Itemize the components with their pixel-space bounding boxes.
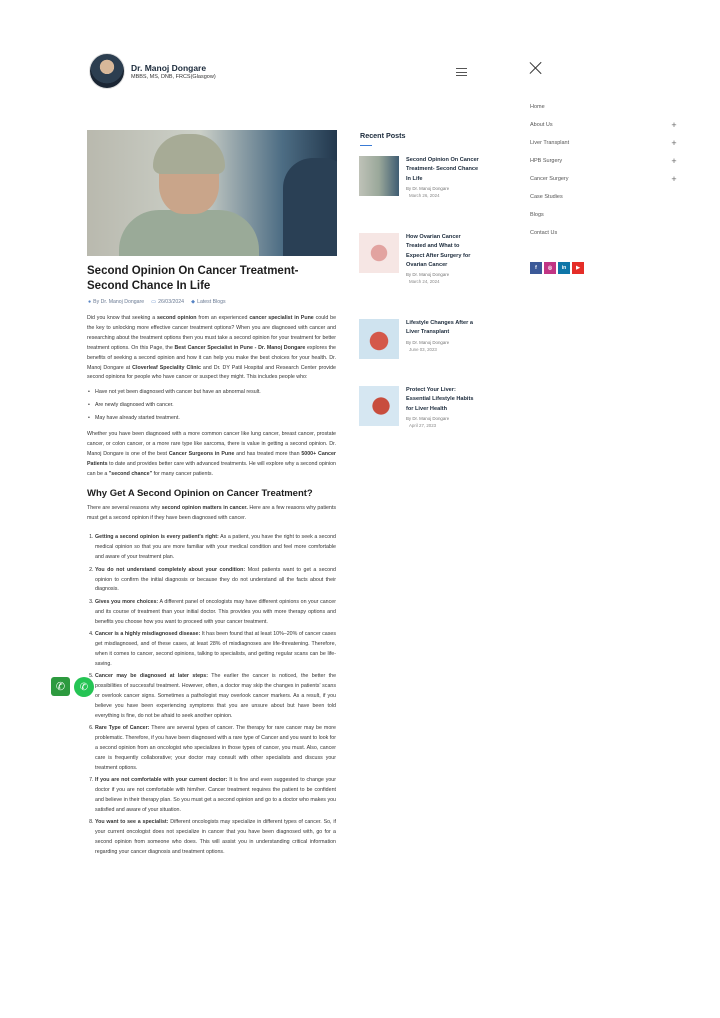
bullet-list — [87, 388, 336, 424]
recent-post-author: By Dr. Manoj Dongare — [406, 339, 450, 345]
menu-item-hpb-surgery[interactable] — [530, 152, 678, 170]
phone-icon[interactable]: ✆ — [51, 677, 70, 696]
side-menu — [530, 98, 678, 242]
menu-item-label: HPB Surgery — [530, 158, 563, 164]
recent-post-date: June 03, 2023 — [409, 346, 437, 352]
body-paragraph: There are several reasons why second opinion matters in cancer. Here are a few reasons why patients must get a second opinion if they have been diagnosed with cancer. — [87, 504, 336, 521]
recent-post-date: March 24, 2024 — [409, 279, 440, 285]
post-title: Second Opinion On Cancer Treatment- Second Chance In Life — [87, 265, 299, 292]
recent-post-item[interactable] — [359, 156, 479, 200]
facebook-icon[interactable]: f — [530, 262, 542, 274]
recent-post-date: April 27, 2023 — [409, 422, 437, 428]
calendar-icon: ▭ — [151, 299, 157, 305]
whatsapp-icon[interactable]: ✆ — [74, 677, 94, 697]
menu-item-label: Blogs — [530, 212, 544, 218]
list-item: 8. You want to see a specialist: Different oncologists may specialize in different types of cancer. So, if your current oncologist does not specialize in cancer that you have been diagnosed with, go for a second opinion from someone who does. This will assist you in understanding critical information regarding your cancer diagnosis and treatment options. — [95, 818, 336, 858]
expand-icon[interactable]: + — [671, 156, 677, 166]
expand-icon[interactable]: + — [671, 174, 677, 184]
menu-item-label: Cancer Surgery — [530, 176, 569, 182]
list-item: • Are newly diagnosed with cancer. — [87, 401, 336, 411]
recent-post-author: By Dr. Manoj Dongare — [406, 272, 450, 278]
expand-icon[interactable]: + — [671, 120, 677, 130]
recent-post-author: By Dr. Manoj Dongare — [406, 415, 450, 421]
list-item: 5. Cancer may be diagnosed at later steps: The earlier the cancer is noticed, the better the possibilities of successful treatment. However, often, a doctor may skip the changes in patients' scans or overlook cancer signs. Sometimes a pathologist may overlook cancer markers. As a result, if you believe you have been experiencing symptoms that you are unsure about but have been told everything is fine, do not be afraid to seek another opinion. — [95, 672, 336, 722]
menu-item-about[interactable] — [530, 116, 678, 134]
expand-icon[interactable]: + — [671, 138, 677, 148]
recent-post-title[interactable]: Protect Your Liver: Essential Lifestyle Habits for Liver Health — [406, 387, 474, 412]
menu-item-label: About Us — [530, 122, 553, 128]
list-item: 4. Cancer is a highly misdiagnosed disease: It has been found that at least 10%–20% of cancer cases get misdiagnosed, and of these cases, at least 28% of misdiagnoses are life-threatening. Therefore, when it comes to cancer, second opinions, talking to specialists, and getting regular scans can be life-saving. — [95, 630, 336, 670]
close-menu-icon[interactable] — [529, 61, 543, 75]
instagram-icon[interactable]: ◎ — [544, 262, 556, 274]
recent-post-title[interactable]: Lifestyle Changes After a Liver Transplant — [406, 320, 473, 336]
doctor-qualifications: MBBS, MS, DNB, FRCS(Glasgow) — [131, 73, 216, 80]
menu-item-contact[interactable] — [530, 224, 678, 242]
list-item: 3. Gives you more choices: A different panel of oncologists may have different opinions on your cancer and its course of treatment than your initial doctor. This provides you with more therapy options and benefits you choose how you want to proceed with your cancer treatment. — [95, 598, 336, 628]
post-category[interactable]: ◆ Latest Blogs — [191, 299, 226, 305]
list-item: • Have not yet been diagnosed with cancer but have an abnormal result. — [87, 388, 336, 398]
post-author[interactable]: ● By Dr. Manoj Dongare — [88, 299, 145, 305]
recent-post-thumbnail[interactable] — [359, 386, 399, 426]
section-heading: Why Get A Second Opinion on Cancer Treatment? — [87, 487, 313, 499]
heading-underline — [360, 145, 372, 146]
tag-icon: ◆ — [191, 299, 196, 305]
menu-item-label: Contact Us — [530, 230, 558, 236]
recent-post-thumbnail[interactable] — [359, 233, 399, 273]
linkedin-icon[interactable]: in — [558, 262, 570, 274]
list-item: 2. You do not understand completely about your condition: Most patients want to get a second opinion to confirm the initial diagnosis or because they do not understand all the facts about their diagnosis. — [95, 566, 336, 596]
recent-post-item[interactable] — [359, 386, 479, 430]
user-icon: ● — [88, 299, 92, 305]
menu-item-blogs[interactable] — [530, 206, 678, 224]
social-links — [530, 262, 584, 274]
recent-post-item[interactable] — [359, 233, 479, 286]
recent-post-author: By Dr. Manoj Dongare — [406, 185, 450, 191]
list-item: 6. Rare Type of Cancer: There are several types of cancer. The therapy for rare cancer may be more problematic. Therefore, if you have been diagnosed with a rare type of Cancer and you want to look for a second opinion from an oncologist who specializes in those types of cancer, you must. Also, cancer care is frequently collaborative; your doctor may consult with other specialists and discuss your treatment options. — [95, 724, 336, 774]
doctor-name: Dr. Manoj Dongare — [131, 62, 207, 73]
post-meta — [88, 299, 226, 305]
youtube-icon[interactable]: ▶ — [572, 262, 584, 274]
post-date: ▭ 26/03/2024 — [151, 299, 185, 305]
recent-post-title[interactable]: Second Opinion On Cancer Treatment- Second Chance In Life — [406, 157, 479, 182]
recent-post-thumbnail[interactable] — [359, 156, 399, 196]
menu-item-label: Case Studies — [530, 194, 563, 200]
menu-item-cancer-surgery[interactable] — [530, 170, 678, 188]
post-featured-image — [87, 130, 337, 256]
site-logo[interactable] — [89, 53, 216, 89]
menu-item-label: Home — [530, 104, 545, 110]
recent-post-title[interactable]: How Ovarian Cancer Treated and What to Expect After Surgery for Ovarian Cancer — [406, 234, 471, 268]
hamburger-menu-icon[interactable] — [456, 68, 467, 76]
doctor-avatar — [89, 53, 125, 89]
menu-item-case-studies[interactable] — [530, 188, 678, 206]
recent-post-thumbnail[interactable] — [359, 319, 399, 359]
reasons-list — [87, 533, 336, 858]
menu-item-liver-transplant[interactable] — [530, 134, 678, 152]
list-item: 1. Getting a second opinion is every patient's right: As a patient, you have the right to seek a second medical opinion so that you are more familiar with your medical condition and feel more comfortable and aware of your treatment plan. — [95, 533, 336, 563]
post-body — [87, 314, 336, 861]
menu-item-label: Liver Transplant — [530, 140, 570, 146]
recent-post-date: March 26, 2024 — [409, 192, 440, 198]
list-item: • May have already started treatment. — [87, 414, 336, 424]
body-paragraph: Whether you have been diagnosed with a more common cancer like lung cancer, breast cancer, prostate cancer, or colon cancer, or a more rare type like sarcoma, there is value in getting a second opinion. Dr. Manoj Dongare is one of the best Cancer Surgeons in Pune and has treated more than 5000+ Cancer Patients to date and provides better care with advanced treatments. He will explore why a second opinion can be a "second chance" for many cancer patients. — [87, 431, 336, 477]
list-item: 7. If you are not comfortable with your current doctor: It is fine and even suggested to change your doctor if you are not comfortable with him/her. Cancer treatment requires the patient to be confident and believe in their therapy plan. So you must get a second opinion and go to a doctor who makes you satisfied and aware of your situation. — [95, 776, 336, 816]
recent-post-item[interactable] — [359, 319, 479, 359]
intro-paragraph: Did you know that seeking a second opinion from an experienced cancer specialist in Pune could be the key to unlocking more effective cancer treatment options? When you are diagnosed with cancer and researching about the treatment options then you must take a second opinion for your treatment for better treatment options. On this Page, the Best Cancer Specialist in Pune - Dr. Manoj Dongare explores the benefits of seeking a second opinion and how it can help you make the best choices for your health. Dr. Manoj Dongare at Cloverleaf Speciality Clinic and Dr. DY Patil Hospital and Research Center provide second opinions for people who have cancer or suspect they might. This includes people who: — [87, 315, 337, 381]
menu-item-home[interactable] — [530, 98, 678, 116]
recent-posts-heading: Recent Posts — [360, 131, 406, 140]
